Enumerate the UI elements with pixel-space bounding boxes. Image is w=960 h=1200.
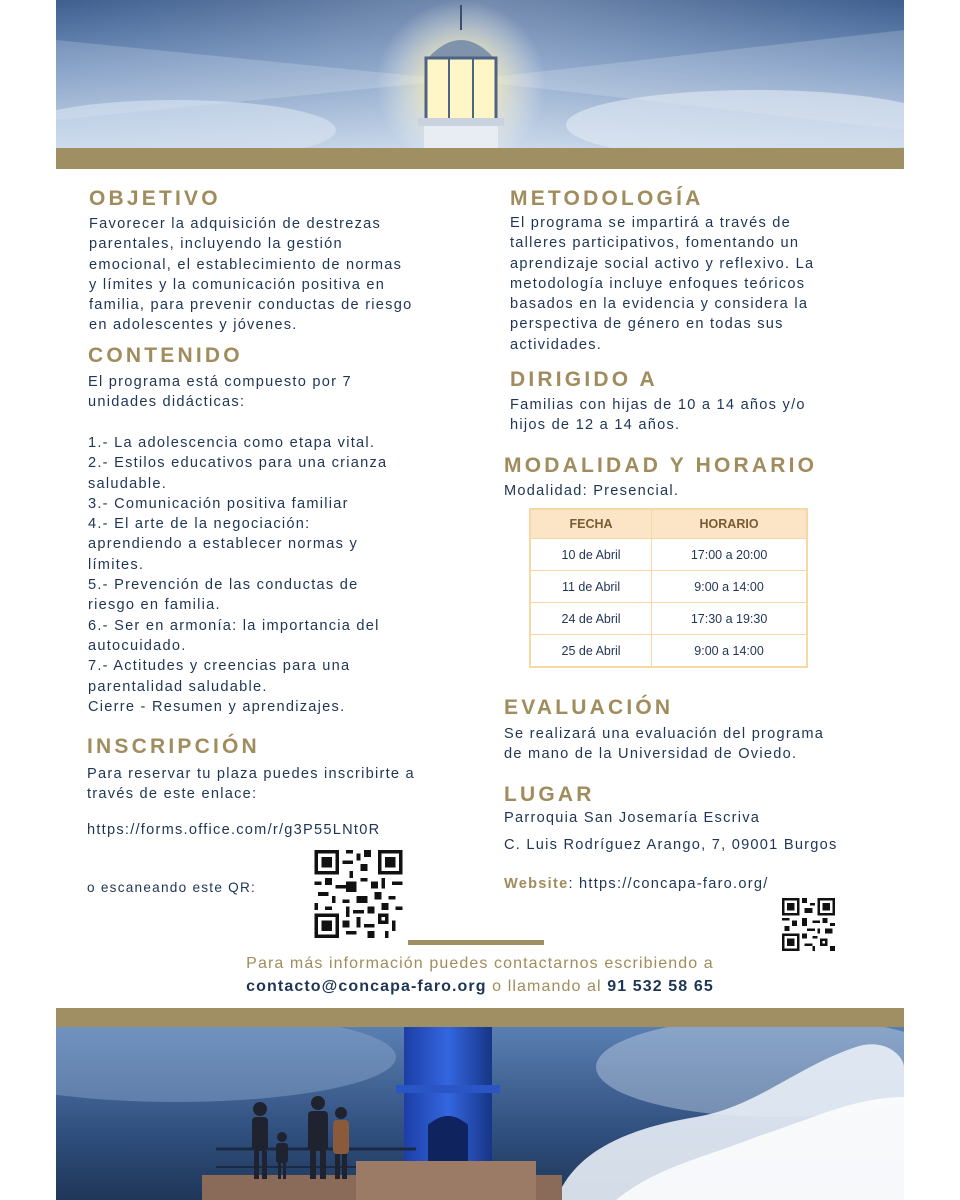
objetivo-text [89, 214, 412, 336]
contenido-unit: 2.- Estilos educativos para una crianza [88, 455, 388, 472]
time-cell: 9:00 a 14:00 [652, 635, 807, 668]
footer-connector-text: o llamando al [486, 978, 608, 995]
footer-info-text: Para más información puedes contactarnos escribiendo a [246, 955, 714, 972]
metodologia-line: El programa se impartirá a través de [510, 215, 792, 231]
contenido-intro-line: El programa está compuesto por 7 [88, 374, 352, 390]
time-cell: 9:00 a 14:00 [652, 571, 807, 603]
metodologia-line: actividades. [510, 336, 603, 353]
table-row [530, 571, 807, 603]
contenido-unit: 3.- Comunicación positiva familiar [88, 495, 349, 512]
metodologia-heading: METODOLOGÍA [510, 187, 704, 210]
footer-contact-line [0, 978, 960, 996]
inscripcion-heading: INSCRIPCIÓN [87, 735, 260, 758]
table-row [530, 635, 807, 668]
contenido-intro [88, 372, 352, 413]
dirigido-line: Familias con hijas de 10 a 14 años y/o [510, 397, 806, 413]
lighthouse-family-photo [56, 1027, 904, 1200]
inscripcion-line: Para reservar tu plaza puedes inscribirte a [87, 766, 415, 782]
qr-caption: o escaneando este QR: [87, 880, 257, 895]
evaluacion-text [504, 724, 824, 765]
objetivo-line: familia, para prevenir conductas de riesgo [89, 297, 413, 314]
time-cell: 17:30 a 19:30 [652, 603, 807, 635]
schedule-table [529, 508, 808, 668]
contenido-unit: 7.- Actitudes y creencias para una [88, 658, 351, 675]
contenido-unit: saludable. [88, 475, 168, 492]
metodologia-text [510, 213, 814, 355]
footer-divider [408, 940, 544, 945]
contenido-unit: Cierre - Resumen y aprendizajes. [88, 698, 346, 715]
lugar-heading: LUGAR [504, 783, 595, 806]
table-row [530, 603, 807, 635]
gold-band-top [56, 148, 904, 169]
gold-band-bottom [56, 1008, 904, 1027]
modalidad-heading: MODALIDAD Y HORARIO [504, 454, 818, 477]
contenido-unit: 6.- Ser en armonía: la importancia del [88, 617, 380, 634]
website-label: Website [504, 876, 569, 892]
evaluacion-line: Se realizará una evaluación del programa [504, 726, 825, 742]
metodologia-line: perspectiva de género en todas sus [510, 316, 784, 333]
contenido-unit: 1.- La adolescencia como etapa vital. [88, 435, 376, 451]
modalidad-text: Modalidad: Presencial. [504, 483, 680, 499]
contenido-unit: 5.- Prevención de las conductas de [88, 577, 359, 594]
contact-phone[interactable]: 91 532 58 65 [607, 978, 714, 995]
column-header-horario: HORARIO [652, 509, 807, 539]
objetivo-line: Favorecer la adquisición de destrezas [89, 216, 382, 232]
contenido-unit: aprendiendo a establecer normas y [88, 536, 359, 553]
contenido-unit: 4.- El arte de la negociación: [88, 516, 311, 533]
registration-qr-code[interactable] [314, 850, 403, 938]
lugar-address: C. Luis Rodríguez Arango, 7, 09001 Burgos [504, 837, 838, 853]
table-header-row [530, 509, 807, 539]
objetivo-line: y límites y la comunicación positiva en [89, 276, 386, 293]
lighthouse-top-photo [56, 0, 904, 148]
time-cell: 17:00 a 20:00 [652, 539, 807, 571]
website-qr-code[interactable] [782, 898, 835, 951]
objetivo-heading: OBJETIVO [89, 187, 221, 210]
table-row [530, 539, 807, 571]
inscripcion-text [87, 764, 415, 805]
lugar-place: Parroquia San Josemaría Escriva [504, 810, 761, 826]
metodologia-line: metodología incluye enfoques teóricos [510, 275, 806, 292]
website-link[interactable]: : https://concapa-faro.org/ [568, 876, 769, 892]
objetivo-line: parentales, incluyendo la gestión [89, 236, 343, 253]
objetivo-line: emocional, el establecimiento de normas [89, 256, 403, 273]
evaluacion-heading: EVALUACIÓN [504, 696, 674, 719]
date-cell: 10 de Abril [530, 539, 652, 571]
dirigido-text [510, 395, 806, 436]
contenido-heading: CONTENIDO [88, 344, 243, 367]
inscripcion-line: través de este enlace: [87, 786, 258, 803]
column-header-fecha: FECHA [530, 509, 652, 539]
contenido-unit: autocuidado. [88, 637, 187, 654]
contenido-unit: límites. [88, 556, 145, 573]
website-line [504, 874, 769, 894]
contact-email-link[interactable]: contacto@concapa-faro.org [246, 978, 487, 995]
dirigido-heading: DIRIGIDO A [510, 368, 658, 391]
registration-link[interactable]: https://forms.office.com/r/g3P55LNt0R [87, 822, 381, 838]
objetivo-line: en adolescentes y jóvenes. [89, 317, 298, 334]
date-cell: 25 de Abril [530, 635, 652, 668]
contenido-unit: riesgo en familia. [88, 597, 221, 614]
date-cell: 11 de Abril [530, 571, 652, 603]
date-cell: 24 de Abril [530, 603, 652, 635]
contenido-intro-line: unidades didácticas: [88, 394, 246, 411]
evaluacion-line: de mano de la Universidad de Oviedo. [504, 746, 798, 763]
metodologia-line: basados en la evidencia y considera la [510, 296, 809, 313]
metodologia-line: aprendizaje social activo y reflexivo. La [510, 255, 815, 272]
metodologia-line: talleres participativos, fomentando un [510, 235, 800, 252]
dirigido-line: hijos de 12 a 14 años. [510, 417, 681, 434]
contenido-list [88, 433, 387, 717]
contenido-unit: parentalidad saludable. [88, 678, 268, 695]
